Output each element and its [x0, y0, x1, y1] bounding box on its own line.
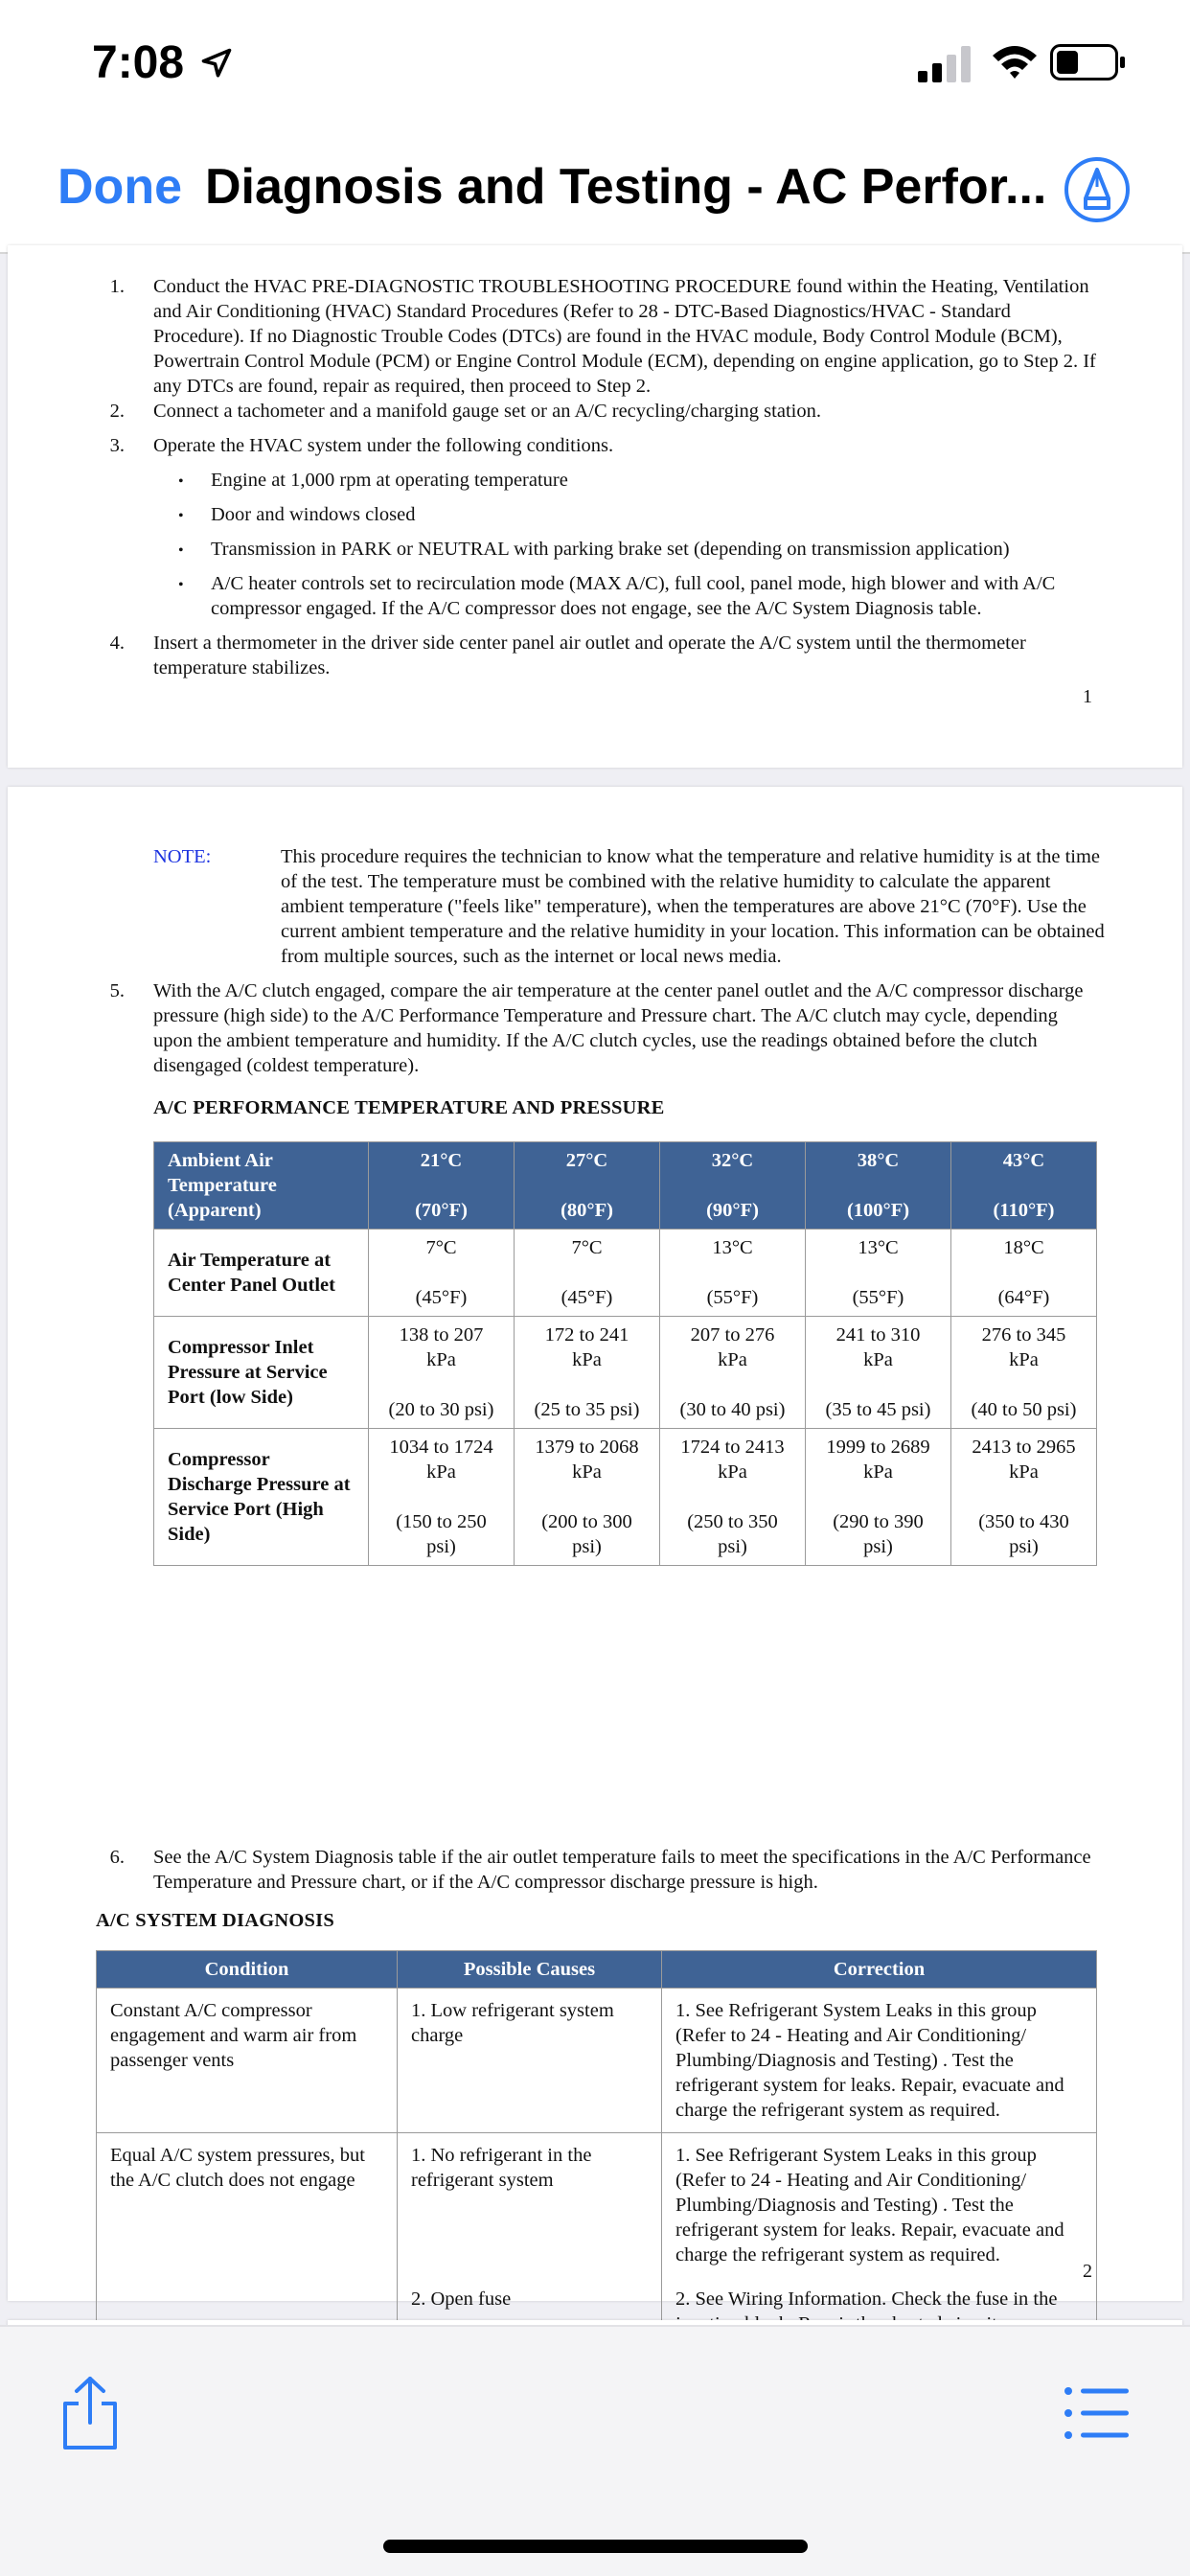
- table-header-row: [154, 1142, 1097, 1230]
- table-header: 21°C (70°F): [369, 1142, 515, 1230]
- table-cell: 1. Low refrigerant system charge: [398, 1989, 662, 2133]
- table-header: Condition: [97, 1951, 398, 1989]
- table-cell: 1724 to 2413 kPa (250 to 350 psi): [660, 1429, 806, 1566]
- step-text: See the A/C System Diagnosis table if the air outlet temperature fails to meet the specifications in the A/C Performance Temperature and Pressure chart, or if the A/C compressor discharge pressure is high.: [153, 1847, 1091, 1893]
- table-cell: 1379 to 2068 kPa (200 to 300 psi): [515, 1429, 660, 1566]
- table-header: 27°C (80°F): [515, 1142, 660, 1230]
- step-number: 1.: [109, 276, 125, 297]
- done-button[interactable]: Done: [57, 159, 182, 215]
- list-item: Engine at 1,000 rpm at operating temperature: [211, 470, 568, 491]
- step-number: 4.: [109, 632, 125, 654]
- table-cell: 13°C (55°F): [806, 1230, 951, 1317]
- step-text: With the A/C clutch engaged, compare the air temperature at the center panel outlet and the A/C compressor discharge pressure (high side) to the A/C Performance Temperature and Pressure chart. The A/C clutch may cycle, depending upon the ambient temperature and humidity. If the A/C clutch cycles, use the readings obtained before the clutch disengaged (coldest temperature).: [153, 980, 1084, 1076]
- table-header: 32°C (90°F): [660, 1142, 806, 1230]
- table-cell: 1. See Refrigerant System Leaks in this group (Refer to 24 - Heating and Air Conditioning/ Plumbing/Diagnosis and Testing) . Test the refrigerant system for leaks. Repair, evacuate and charge the refrigerant system as required.: [662, 1989, 1097, 2133]
- note-label: NOTE:: [153, 846, 212, 867]
- table-row-label: Compressor Discharge Pressure at Service Port (High Side): [154, 1429, 369, 1566]
- table-cell: 13°C (55°F): [660, 1230, 806, 1317]
- step-number: 3.: [109, 435, 125, 456]
- battery-icon: [1050, 44, 1127, 80]
- table-row-label: Air Temperature at Center Panel Outlet: [154, 1230, 369, 1317]
- diagnosis-table: [96, 1950, 1097, 2371]
- table-row: [154, 1429, 1097, 1566]
- table-row: [154, 1230, 1097, 1317]
- table-cell: 2. Open fuse: [398, 2277, 662, 2371]
- wifi-icon: [991, 42, 1039, 80]
- step-text: Connect a tachometer and a manifold gauge set or an A/C recycling/charging station.: [153, 401, 821, 422]
- step-number: 6.: [109, 1847, 125, 1868]
- table-cell: 1. No refrigerant in the refrigerant system: [398, 2133, 662, 2278]
- step-number: 5.: [109, 980, 125, 1001]
- bottom-toolbar: [0, 2325, 1190, 2576]
- page-number: 1: [1083, 686, 1092, 707]
- status-time: 7:08: [92, 37, 185, 88]
- table-row: [154, 1317, 1097, 1429]
- document-title: Diagnosis and Testing - AC Perfor...: [205, 159, 1047, 215]
- status-bar: [0, 0, 1190, 129]
- bullet-icon: •: [178, 508, 184, 524]
- performance-table-title: A/C PERFORMANCE TEMPERATURE AND PRESSURE: [153, 1097, 665, 1118]
- step-number: 2.: [109, 401, 125, 422]
- table-cell: 241 to 310 kPa (35 to 45 psi): [806, 1317, 951, 1429]
- table-cell: 1034 to 1724 kPa (150 to 250 psi): [369, 1429, 515, 1566]
- document-viewer[interactable]: [0, 255, 1190, 2325]
- location-arrow-icon: [199, 46, 234, 80]
- share-icon[interactable]: [59, 2375, 121, 2451]
- list-item: Door and windows closed: [211, 504, 416, 525]
- table-header: Ambient Air Temperature (Apparent): [154, 1142, 369, 1230]
- table-header-row: [97, 1951, 1097, 1989]
- table-cell: 172 to 241 kPa (25 to 35 psi): [515, 1317, 660, 1429]
- performance-table: [153, 1141, 1097, 1566]
- table-cell: 1. See Refrigerant System Leaks in this group (Refer to 24 - Heating and Air Conditioning/ Plumbing/Diagnosis and Testing) . Test the refrigerant system for leaks. Repair, evacuate and charge the refrigerant system as required.: [662, 2133, 1097, 2278]
- list-item: Transmission in PARK or NEUTRAL with parking brake set (depending on transmission application): [211, 539, 1010, 560]
- cellular-signal-icon: [918, 46, 973, 82]
- document-page-2: [8, 787, 1182, 2310]
- home-indicator[interactable]: [383, 2540, 808, 2553]
- step-text: Insert a thermometer in the driver side center panel air outlet and operate the A/C system until the thermometer temperature stabilizes.: [153, 632, 1026, 678]
- table-header: Correction: [662, 1951, 1097, 1989]
- nav-bar: [0, 129, 1190, 254]
- table-cell: 18°C (64°F): [951, 1230, 1097, 1317]
- table-header: 38°C (100°F): [806, 1142, 951, 1230]
- table-row-label: Compressor Inlet Pressure at Service Port (low Side): [154, 1317, 369, 1429]
- document-page-1: [8, 245, 1182, 768]
- table-cell: Equal A/C system pressures, but the A/C clutch does not engage: [97, 2133, 398, 2278]
- list-item: A/C heater controls set to recirculation mode (MAX A/C), full cool, panel mode, high blower and with A/C compressor engaged. If the A/C compressor does not engage, see the A/C System Diagnosis table.: [211, 573, 1056, 619]
- table-header: Possible Causes: [398, 1951, 662, 1989]
- table-cell: 207 to 276 kPa (30 to 40 psi): [660, 1317, 806, 1429]
- table-cell: 138 to 207 kPa (20 to 30 psi): [369, 1317, 515, 1429]
- table-cell: 1999 to 2689 kPa (290 to 390 psi): [806, 1429, 951, 1566]
- markup-pen-icon[interactable]: [1064, 156, 1131, 223]
- table-cell: 7°C (45°F): [515, 1230, 660, 1317]
- table-row: [97, 2133, 1097, 2278]
- table-row: [97, 1989, 1097, 2133]
- bullet-icon: •: [178, 577, 184, 593]
- page-number: 2: [1083, 2261, 1092, 2282]
- note-text: This procedure requires the technician to know what the temperature and relative humidity is at the time of the test. The temperature must be combined with the relative humidity to calculate the apparent ambient temperature ("feels like" temperature), when the temperatures are above 21°C (70°F). Use the current ambient temperature and the relative humidity in your location. This information can be obtained from multiple sources, such as the internet or local news media.: [281, 846, 1105, 967]
- diagnosis-table-title: A/C SYSTEM DIAGNOSIS: [96, 1910, 334, 1931]
- table-cell: Constant A/C compressor engagement and warm air from passenger vents: [97, 1989, 398, 2133]
- table-header: 43°C (110°F): [951, 1142, 1097, 1230]
- table-cell: 276 to 345 kPa (40 to 50 psi): [951, 1317, 1097, 1429]
- table-cell: 2413 to 2965 kPa (350 to 430 psi): [951, 1429, 1097, 1566]
- step-text: Conduct the HVAC PRE-DIAGNOSTIC TROUBLESHOOTING PROCEDURE found within the Heating, Ventilation and Air Conditioning (HVAC) Standard Procedures (Refer to 28 - DTC-Based Diagnostics/HVAC - Standard Procedure). If no Diagnostic Trouble Codes (DTCs) are found in the HVAC module, Body Control Module (BCM), Powertrain Control Module (PCM) or Engine Control Module (ECM), depending on engine application, go to Step 2. If any DTCs are found, repair as required, then proceed to Step 2.: [153, 276, 1096, 397]
- table-cell: 7°C (45°F): [369, 1230, 515, 1317]
- table-cell: 2. See Wiring Information. Check the fuse in the: [662, 2277, 1097, 2371]
- step-text: Operate the HVAC system under the following conditions.: [153, 435, 614, 456]
- bullet-icon: •: [178, 473, 184, 490]
- bullet-icon: •: [178, 542, 184, 559]
- list-outline-icon[interactable]: [1064, 2386, 1129, 2440]
